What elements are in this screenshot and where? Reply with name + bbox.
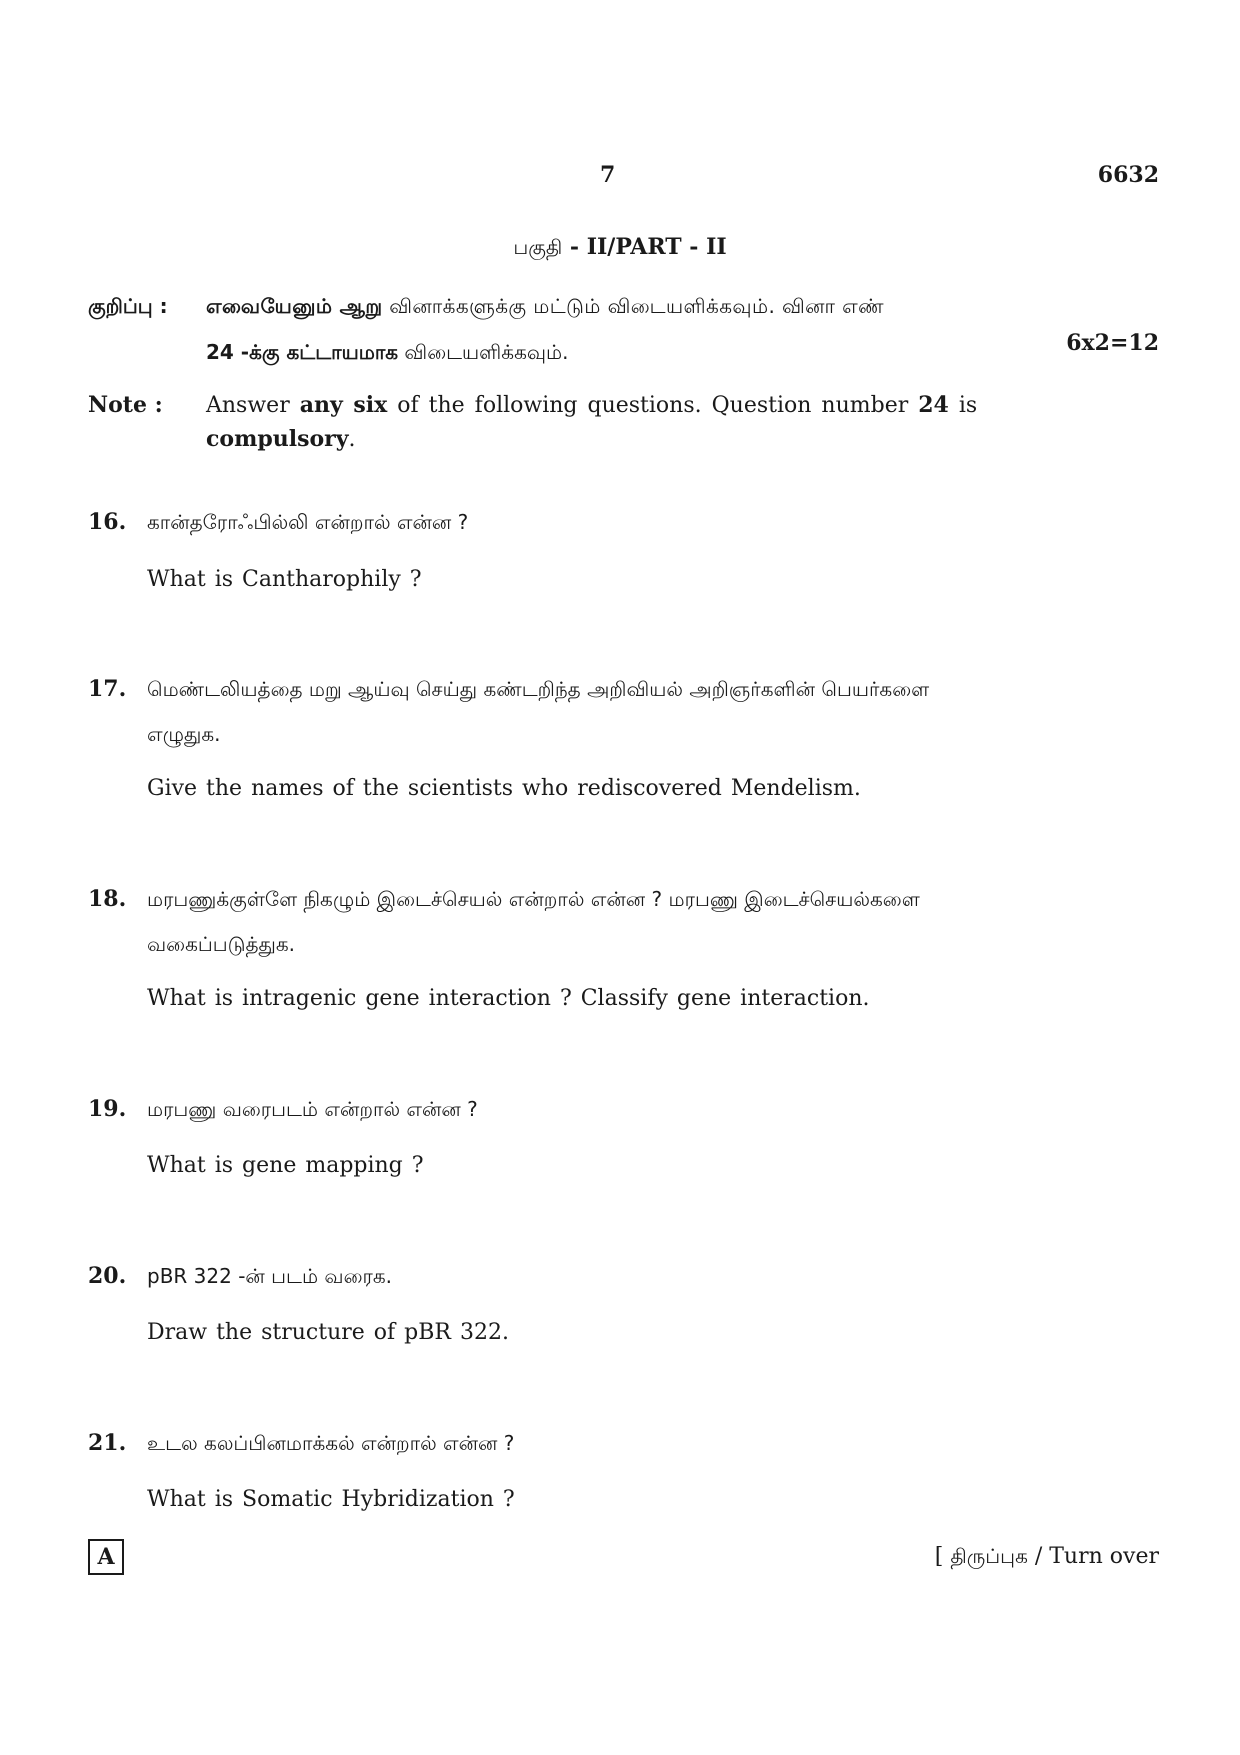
note-line2 [206, 426, 356, 452]
part-heading-separator: - [562, 234, 587, 260]
section-letter: A [97, 1544, 115, 1570]
part-heading [0, 234, 1240, 262]
tamil-note-label: குறிப்பு : [88, 294, 168, 318]
question-number: 20. [88, 1263, 127, 1289]
note-line1-c: is [948, 393, 978, 418]
question-number: 19. [88, 1096, 127, 1122]
turn-over [935, 1544, 1159, 1571]
tamil-note-line2-bold: 24 -க்கு கட்டாயமாக [206, 340, 399, 364]
note-label: Note : [88, 392, 163, 418]
question-tamil: உடல கலப்பினமாக்கல் என்றால் என்ன ? [147, 1431, 515, 1455]
tamil-note-line2 [206, 340, 568, 367]
question-number: 16. [88, 509, 127, 535]
question-tamil: கான்தரோஃபில்லி என்றால் என்ன ? [147, 510, 469, 534]
turn-over-tamil: திருப்புக [950, 1544, 1028, 1568]
turn-over-bracket: [ [934, 1544, 951, 1569]
part-heading-english: II/PART - II [586, 234, 727, 260]
section-letter-box [88, 1539, 124, 1575]
question-english: Draw the structure of pBR 322. [147, 1320, 509, 1345]
question-number: 21. [88, 1430, 127, 1456]
marks-scheme: 6x2=12 [1066, 330, 1159, 356]
part-heading-tamil: பகுதி [513, 235, 563, 259]
question-tamil: மரபணுக்குள்ளே நிகழும் இடைச்செயல் என்றால் என்ன ? மரபணு இடைச்செயல்களை [147, 887, 920, 911]
question-tamil: pBR 322 -ன் படம் வரைக. [147, 1264, 392, 1288]
question-english: Give the names of the scientists who rediscovered Mendelism. [147, 776, 861, 801]
note-line1-b: of the following questions. Question number [387, 393, 919, 418]
note-line1 [206, 392, 977, 418]
note-question-number: 24 [918, 392, 949, 418]
tamil-note-line1-rest: வினாக்களுக்கு மட்டும் விடையளிக்கவும். வினா எண் [382, 294, 884, 318]
question-english: What is intragenic gene interaction ? Classify gene interaction. [147, 986, 870, 1011]
question-number: 18. [88, 886, 127, 912]
note-any-six: any six [299, 392, 388, 418]
question-english: What is Somatic Hybridization ? [147, 1487, 515, 1512]
question-english: What is Cantharophily ? [147, 567, 422, 592]
paper-code: 6632 [1097, 162, 1159, 188]
question-tamil-cont: எழுதுக. [147, 722, 221, 746]
question-tamil: மரபணு வரைபடம் என்றால் என்ன ? [147, 1097, 478, 1121]
note-line2-end: . [348, 427, 356, 452]
page-number: 7 [600, 162, 616, 188]
question-english: What is gene mapping ? [147, 1153, 424, 1178]
tamil-note-line1-bold: எவையேனும் ஆறு [206, 294, 383, 318]
tamil-note-line2-rest: விடையளிக்கவும். [398, 340, 569, 364]
question-number: 17. [88, 676, 127, 702]
turn-over-english: / Turn over [1027, 1544, 1159, 1569]
question-tamil: மெண்டலியத்தை மறு ஆய்வு செய்து கண்டறிந்த அறிவியல் அறிஞர்களின் பெயர்களை [147, 677, 930, 701]
note-compulsory: compulsory [206, 426, 349, 452]
tamil-note-line1 [206, 294, 884, 321]
note-line1-a: Answer [206, 393, 300, 418]
question-tamil-cont: வகைப்படுத்துக. [147, 932, 295, 956]
